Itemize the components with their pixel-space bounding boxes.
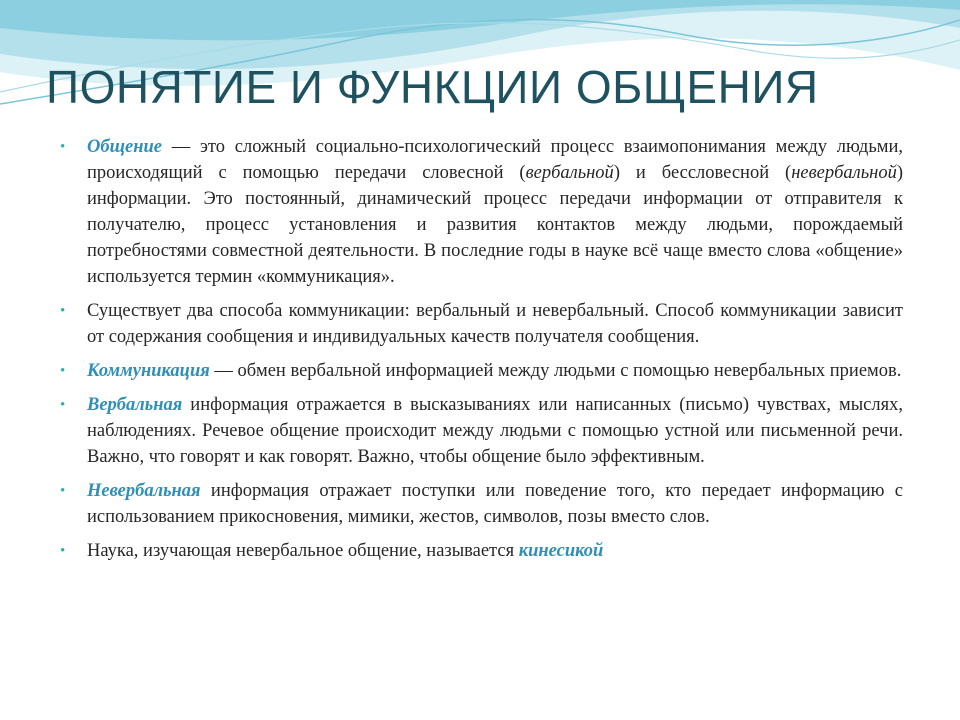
- bullet-icon: •: [60, 303, 66, 319]
- bullet-icon: •: [60, 397, 66, 413]
- term-kommunikatsiya: Коммуникация: [87, 361, 210, 381]
- bullet-item-obshchenie: [60, 134, 903, 290]
- bullet-text: — это сложный социально-психологический процесс взаимопонимания между людьми, происходящий с помощью передачи словесной (: [87, 137, 903, 183]
- bullet-text: информация отражается в высказываниях или написанных (письмо) чувствах, мыслях, наблюдениях. Речевое общение происходит между людьми с помощью устной или письменной речи. Важно, что говорят и как говорят. Важно, чтобы общение было эффективным.: [87, 395, 903, 467]
- bullet-text: Существует два способа коммуникации: вербальный и невербальный. Способ коммуникации зависит от содержания сообщения и индивидуальных качеств получателя сообщения.: [87, 301, 903, 347]
- bullet-icon: •: [60, 363, 66, 379]
- slide-title: ПОНЯТИЕ И ФУНКЦИИ ОБЩЕНИЯ: [46, 61, 819, 113]
- bullet-icon: •: [60, 483, 66, 499]
- bullet-text: Наука, изучающая невербальное общение, называется: [87, 541, 519, 561]
- bullet-text: ) информации. Это постоянный, динамический процесс передачи информации от отправителя к получателю, процесс установления и развития контактов между людьми, порождаемый потребностями совместной деятельности. В последние годы в науке всё чаще вместо слова «общение» используется термин «коммуникация».: [87, 163, 903, 287]
- bullet-text: — обмен вербальной информацией между людьми с помощью невербальных приемов.: [209, 361, 902, 381]
- bullet-list: [60, 134, 903, 572]
- bullet-icon: •: [60, 139, 66, 155]
- term-verbalnoy: вербальной: [525, 163, 614, 183]
- bullet-text: информация отражает поступки или поведение того, кто передает информацию с использованием прикосновения, мимики, жестов, символов, позы вместо слов.: [87, 481, 903, 527]
- bullet-item-kinesika: [60, 538, 903, 564]
- term-neverbalnaya: Невербальная: [87, 481, 201, 501]
- bullet-text: ) и бессловесной (: [613, 163, 792, 183]
- term-neverbalnoy: невербальной: [791, 163, 897, 183]
- term-kinesika: кинесикой: [518, 541, 604, 561]
- bullet-item-kommunikatsiya: [60, 358, 903, 384]
- bullet-icon: •: [60, 543, 66, 559]
- term-obshchenie: Общение: [87, 137, 162, 157]
- bullet-item-neverbalnaya: [60, 478, 903, 530]
- term-verbalnaya: Вербальная: [87, 395, 183, 415]
- bullet-item-sposoby: [60, 298, 903, 350]
- bullet-item-verbalnaya: [60, 392, 903, 470]
